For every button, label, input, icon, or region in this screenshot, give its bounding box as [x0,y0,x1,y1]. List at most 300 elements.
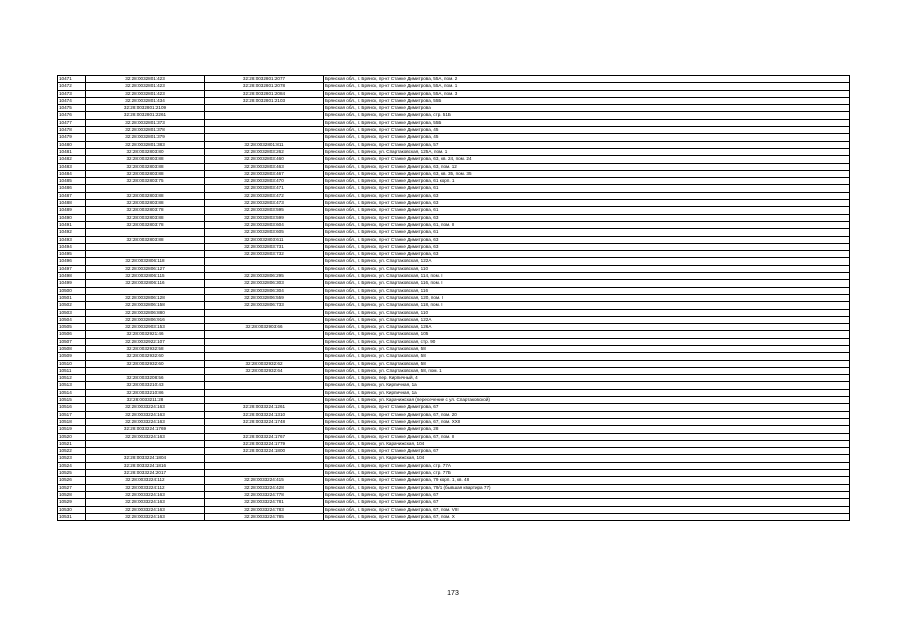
address-cell: Брянская обл., г. Брянск, пр-кт Станке Димитрова, 61 [324,185,850,192]
row-number-cell: 10506 [58,331,86,338]
registry-table-body [58,76,850,521]
table-row [58,294,850,301]
land-cadastral-number-cell: 32:28:0032932:58 [86,345,205,352]
object-cadastral-number-cell [205,462,324,469]
table-row [58,163,850,170]
object-cadastral-number-cell: 32:28:0032801:2078 [205,83,324,90]
table-row [58,148,850,155]
table-row [58,90,850,97]
address-cell: Брянская обл., г. Брянск, пер. Кирпичный, 4 [324,375,850,382]
object-cadastral-number-cell [205,265,324,272]
table-row [58,83,850,90]
table-row [58,156,850,163]
row-number-cell: 10510 [58,360,86,367]
land-cadastral-number-cell: 32:28:0032806:118 [86,258,205,265]
table-row [58,353,850,360]
address-cell: Брянская обл., г. Брянск, пр-кт Станке Димитрова, 67, пом. 20 [324,411,850,418]
address-cell: Брянская обл., г. Брянск, пр-кт Станке Димитрова, 63 [324,243,850,250]
row-number-cell: 10489 [58,207,86,214]
land-cadastral-number-cell: 32:28:0032801:434 [86,97,205,104]
land-cadastral-number-cell: 32:28:0032801:2109 [86,105,205,112]
address-cell: Брянская обл., г. Брянск, пр-кт Станке Димитрова, 55Б [324,119,850,126]
address-cell: Брянская обл., г. Брянск, пр-кт Станке Димитрова, 61, пом. II [324,221,850,228]
land-cadastral-number-cell: 32:28:0032803:88 [86,163,205,170]
object-cadastral-number-cell: 32:28:0032803:262 [205,148,324,155]
row-number-cell: 10523 [58,455,86,462]
row-number-cell: 10527 [58,484,86,491]
land-cadastral-number-cell: 32:28:0032922:107 [86,338,205,345]
land-cadastral-number-cell: 32:28:0032803:78 [86,207,205,214]
row-number-cell: 10483 [58,163,86,170]
table-row [58,499,850,506]
row-number-cell: 10514 [58,389,86,396]
land-cadastral-number-cell: 32:28:0032801:2261 [86,112,205,119]
object-cadastral-number-cell: 32:28:0032803:472 [205,192,324,199]
row-number-cell: 10508 [58,345,86,352]
land-cadastral-number-cell: 32:28:0032803:88 [86,170,205,177]
address-cell: Брянская обл., г. Брянск, пр-кт Станке Димитрова, 67, пом. XXII [324,418,850,425]
address-cell: Брянская обл., г. Брянск, ул. Кирпичная, 1а [324,389,850,396]
object-cadastral-number-cell: 32:28:0032803:605 [205,229,324,236]
table-row [58,455,850,462]
object-cadastral-number-cell [205,134,324,141]
land-cadastral-number-cell [86,243,205,250]
object-cadastral-number-cell: 32:28:0032803:473 [205,200,324,207]
land-cadastral-number-cell: 32:28:0033224:163 [86,404,205,411]
table-row [58,229,850,236]
row-number-cell: 10497 [58,265,86,272]
land-cadastral-number-cell: 32:28:0033210:43 [86,382,205,389]
row-number-cell: 10525 [58,470,86,477]
table-row [58,506,850,513]
object-cadastral-number-cell [205,382,324,389]
table-row [58,345,850,352]
table-row [58,97,850,104]
object-cadastral-number-cell [205,375,324,382]
address-cell: Брянская обл., г. Брянск, ул. Кирпичная, 1а [324,382,850,389]
object-cadastral-number-cell: 32:28:0032806:303 [205,280,324,287]
row-number-cell: 10502 [58,302,86,309]
object-cadastral-number-cell [205,316,324,323]
row-number-cell: 10513 [58,382,86,389]
table-row [58,134,850,141]
row-number-cell: 10529 [58,499,86,506]
table-row [58,251,850,258]
row-number-cell: 10522 [58,448,86,455]
address-cell: Брянская обл., г. Брянск, пр-кт Станке Димитрова, 63 [324,251,850,258]
address-cell: Брянская обл., г. Брянск, пр-кт Станке Димитрова, 67, пом. II [324,433,850,440]
row-number-cell: 10498 [58,273,86,280]
land-cadastral-number-cell [86,287,205,294]
land-cadastral-number-cell: 32:28:0032803:80 [86,148,205,155]
row-number-cell: 10488 [58,200,86,207]
land-cadastral-number-cell: 32:28:0032806:128 [86,294,205,301]
address-cell: Брянская обл., г. Брянск, пр-кт Станке Димитрова, 57 [324,141,850,148]
table-row [58,491,850,498]
address-cell: Брянская обл., г. Брянск, ул. Спартаковская, 58, пом. 1 [324,367,850,374]
address-cell: Брянская обл., г. Брянск, ул. Спартаковская, 126А [324,324,850,331]
table-row [58,389,850,396]
table-row [58,470,850,477]
object-cadastral-number-cell: 32:28:0032903:66 [205,324,324,331]
object-cadastral-number-cell: 32:28:0032806:304 [205,287,324,294]
address-cell: Брянская обл., г. Брянск, пр-кт Станке Димитрова, 67 [324,404,850,411]
table-row [58,448,850,455]
land-cadastral-number-cell: 32:28:0033224:163 [86,499,205,506]
land-cadastral-number-cell: 32:28:0032801:423 [86,90,205,97]
address-cell: Брянская обл., г. Брянск, ул. Карачижская, 104 [324,455,850,462]
address-cell: Брянская обл., г. Брянск, пр-кт Станке Димитрова, 63 [324,214,850,221]
table-row [58,324,850,331]
land-cadastral-number-cell: 32:28:0032932:60 [86,360,205,367]
land-cadastral-number-cell: 32:28:0033210:86 [86,389,205,396]
row-number-cell: 10520 [58,433,86,440]
table-row [58,105,850,112]
object-cadastral-number-cell: 32:28:0032803:470 [205,178,324,185]
address-cell: Брянская обл., г. Брянск, пр-кт Станке Димитрова, 61 корп. 1 [324,178,850,185]
address-cell: Брянская обл., г. Брянск, ул. Спартаковская, 114, пом. I [324,273,850,280]
row-number-cell: 10484 [58,170,86,177]
row-number-cell: 10480 [58,141,86,148]
address-cell: Брянская обл., г. Брянск, пр-кт Станке Димитрова, 63, кв. 35, пом. 35 [324,170,850,177]
address-cell: Брянская обл., г. Брянск, пр-кт Станке Димитрова, 67 [324,448,850,455]
land-cadastral-number-cell: 32:28:0032801:423 [86,83,205,90]
land-cadastral-number-cell [86,185,205,192]
table-row [58,287,850,294]
table-row [58,207,850,214]
object-cadastral-number-cell: 32:28:0032803:731 [205,243,324,250]
object-cadastral-number-cell: 32:28:0032932:64 [205,367,324,374]
address-cell: Брянская обл., г. Брянск, пр-кт Станке Димитрова, стр. 77Б [324,470,850,477]
row-number-cell: 10482 [58,156,86,163]
table-row [58,170,850,177]
row-number-cell: 10515 [58,397,86,404]
row-number-cell: 10519 [58,426,86,433]
land-cadastral-number-cell: 32:28:0033224:163 [86,513,205,520]
table-row [58,338,850,345]
registry-table [57,75,850,521]
table-row [58,119,850,126]
row-number-cell: 10478 [58,127,86,134]
land-cadastral-number-cell: 32:28:0033224:2017 [86,470,205,477]
row-number-cell: 10528 [58,491,86,498]
address-cell: Брянская обл., г. Брянск, ул. Спартаковская, 105 [324,331,850,338]
table-row [58,404,850,411]
table-row [58,192,850,199]
address-cell: Брянская обл., г. Брянск, ул. Карачижская (пересечение с ул. Спартаковской) [324,397,850,404]
object-cadastral-number-cell [205,309,324,316]
address-cell: Брянская обл., г. Брянск, пр-кт Станке Димитрова, 63 [324,200,850,207]
row-number-cell: 10505 [58,324,86,331]
address-cell: Брянская обл., г. Брянск, пр-кт Станке Димитрова, 61 [324,207,850,214]
table-row [58,185,850,192]
object-cadastral-number-cell: 32:28:0032803:595 [205,207,324,214]
table-row [58,440,850,447]
object-cadastral-number-cell: 32:28:0033224:1261 [205,404,324,411]
table-row [58,127,850,134]
address-cell: Брянская обл., г. Брянск, пр-кт Станке Димитрова, 63 [324,192,850,199]
row-number-cell: 10481 [58,148,86,155]
land-cadastral-number-cell: 32:28:0032806:158 [86,302,205,309]
row-number-cell: 10496 [58,258,86,265]
address-cell: Брянская обл., г. Брянск, пр-кт Станке Димитрова, 61 [324,229,850,236]
object-cadastral-number-cell [205,470,324,477]
land-cadastral-number-cell [86,448,205,455]
object-cadastral-number-cell [205,338,324,345]
object-cadastral-number-cell: 32:28:0032803:732 [205,251,324,258]
object-cadastral-number-cell [205,397,324,404]
row-number-cell: 10473 [58,90,86,97]
table-row [58,462,850,469]
land-cadastral-number-cell: 32:28:0032803:88 [86,214,205,221]
row-number-cell: 10495 [58,251,86,258]
land-cadastral-number-cell: 32:28:0032806:880 [86,309,205,316]
table-row [58,382,850,389]
object-cadastral-number-cell: 32:28:0033224:1779 [205,440,324,447]
address-cell: Брянская обл., г. Брянск, ул. Спартаковская, 120, пом. I [324,294,850,301]
row-number-cell: 10479 [58,134,86,141]
row-number-cell: 10521 [58,440,86,447]
address-cell: Брянская обл., г. Брянск, пр-кт Станке Димитрова, 55А, пом. 3 [324,90,850,97]
land-cadastral-number-cell: 32:28:0032806:916 [86,316,205,323]
table-row [58,418,850,425]
table-row [58,112,850,119]
land-cadastral-number-cell: 32:28:0033224:163 [86,433,205,440]
address-cell: Брянская обл., г. Брянск, пр-кт Станке Димитрова, 67 [324,491,850,498]
object-cadastral-number-cell: 32:28:0033224:785 [205,513,324,520]
object-cadastral-number-cell: 32:28:0032803:611 [205,236,324,243]
object-cadastral-number-cell [205,119,324,126]
row-number-cell: 10492 [58,229,86,236]
land-cadastral-number-cell: 32:28:0032803:88 [86,192,205,199]
object-cadastral-number-cell: 32:28:0032803:599 [205,214,324,221]
land-cadastral-number-cell: 32:28:0033211:28 [86,397,205,404]
table-row [58,426,850,433]
land-cadastral-number-cell: 32:28:0033224:1804 [86,455,205,462]
land-cadastral-number-cell: 32:28:0032803:78 [86,221,205,228]
land-cadastral-number-cell: 32:28:0032803:88 [86,200,205,207]
object-cadastral-number-cell [205,105,324,112]
row-number-cell: 10472 [58,83,86,90]
object-cadastral-number-cell: 32:28:0032803:460 [205,156,324,163]
object-cadastral-number-cell: 32:28:0032801:811 [205,141,324,148]
table-row [58,411,850,418]
table-row [58,200,850,207]
object-cadastral-number-cell [205,389,324,396]
object-cadastral-number-cell: 32:28:0033224:1748 [205,418,324,425]
address-cell: Брянская обл., г. Брянск, пр-кт Станке Димитрова, 79 корп. 1, кв. 48 [324,477,850,484]
land-cadastral-number-cell: 32:28:0033224:163 [86,418,205,425]
land-cadastral-number-cell: 32:28:0033224:1816 [86,462,205,469]
land-cadastral-number-cell [86,229,205,236]
object-cadastral-number-cell: 32:28:0033224:1310 [205,411,324,418]
row-number-cell: 10485 [58,178,86,185]
object-cadastral-number-cell: 32:28:0033224:428 [205,484,324,491]
row-number-cell: 10486 [58,185,86,192]
address-cell: Брянская обл., г. Брянск, пр-кт Станке Димитрова, 45 [324,134,850,141]
land-cadastral-number-cell: 32:28:0032803:75 [86,178,205,185]
table-row [58,214,850,221]
object-cadastral-number-cell: 32:28:0032801:2077 [205,76,324,83]
address-cell: Брянская обл., г. Брянск, пр-кт Станке Димитрова, стр. 51Б [324,112,850,119]
table-row [58,273,850,280]
object-cadastral-number-cell: 32:28:0032803:463 [205,163,324,170]
row-number-cell: 10493 [58,236,86,243]
row-number-cell: 10531 [58,513,86,520]
address-cell: Брянская обл., г. Брянск, пр-кт Станке Димитрова, 79/1 (бывшая квартира 77) [324,484,850,491]
address-cell: Брянская обл., г. Брянск, ул. Спартаковская, 118, пом. I [324,302,850,309]
table-row [58,280,850,287]
row-number-cell: 10477 [58,119,86,126]
address-cell: Брянская обл., г. Брянск, ул. Спартаковская, 110 [324,265,850,272]
address-cell: Брянская обл., г. Брянск, пр-кт Станке Димитрова, 63, пом. 12 [324,163,850,170]
land-cadastral-number-cell: 32:28:0032801:378 [86,127,205,134]
row-number-cell: 10503 [58,309,86,316]
table-row [58,221,850,228]
row-number-cell: 10509 [58,353,86,360]
object-cadastral-number-cell [205,331,324,338]
land-cadastral-number-cell [86,367,205,374]
row-number-cell: 10530 [58,506,86,513]
address-cell: Брянская обл., г. Брянск, ул. Спартаковская, 110 [324,309,850,316]
row-number-cell: 10491 [58,221,86,228]
table-row [58,477,850,484]
page-number: 173 [447,590,459,597]
address-cell: Брянская обл., г. Брянск, пр-кт Станке Димитрова, 67 [324,499,850,506]
land-cadastral-number-cell: 32:28:0033224:112 [86,477,205,484]
row-number-cell: 10474 [58,97,86,104]
table-row [58,433,850,440]
object-cadastral-number-cell: 32:28:0032806:559 [205,294,324,301]
land-cadastral-number-cell: 32:28:0033224:163 [86,411,205,418]
row-number-cell: 10518 [58,418,86,425]
table-row [58,316,850,323]
table-row [58,397,850,404]
row-number-cell: 10504 [58,316,86,323]
row-number-cell: 10476 [58,112,86,119]
table-row [58,76,850,83]
object-cadastral-number-cell: 32:28:0033224:415 [205,477,324,484]
land-cadastral-number-cell: 32:28:0032806:115 [86,273,205,280]
address-cell: Брянская обл., г. Брянск, ул. Спартаковская, стр. 90 [324,338,850,345]
land-cadastral-number-cell: 32:28:0032806:116 [86,280,205,287]
row-number-cell: 10475 [58,105,86,112]
object-cadastral-number-cell: 32:28:0033224:1767 [205,433,324,440]
object-cadastral-number-cell: 32:28:0033224:783 [205,506,324,513]
land-cadastral-number-cell: 32:28:0032801:383 [86,141,205,148]
object-cadastral-number-cell: 32:28:0032803:471 [205,185,324,192]
table-row [58,513,850,520]
address-cell: Брянская обл., г. Брянск, ул. Спартаковская, 58 [324,353,850,360]
address-cell: Брянская обл., г. Брянск, пр-кт Станке Димитрова, 55А, пом. 2 [324,76,850,83]
land-cadastral-number-cell [86,251,205,258]
address-cell: Брянская обл., г. Брянск, пр-кт Станке Димитрова, 45 [324,127,850,134]
land-cadastral-number-cell: 32:28:0033224:163 [86,506,205,513]
object-cadastral-number-cell: 32:28:0033224:1800 [205,448,324,455]
land-cadastral-number-cell: 32:28:0032921:46 [86,331,205,338]
table-row [58,331,850,338]
object-cadastral-number-cell: 32:28:0032803:604 [205,221,324,228]
table-row [58,360,850,367]
row-number-cell: 10501 [58,294,86,301]
row-number-cell: 10526 [58,477,86,484]
address-cell: Брянская обл., г. Брянск, ул. Спартаковская, 122А [324,258,850,265]
row-number-cell: 10490 [58,214,86,221]
row-number-cell: 10507 [58,338,86,345]
address-cell: Брянская обл., г. Брянск, ул. Карачижская, 104 [324,440,850,447]
object-cadastral-number-cell [205,112,324,119]
land-cadastral-number-cell: 32:28:0032803:88 [86,156,205,163]
land-cadastral-number-cell: 32:28:0033224:1769 [86,426,205,433]
land-cadastral-number-cell: 32:28:0032801:373 [86,119,205,126]
table-row [58,309,850,316]
address-cell: Брянская обл., г. Брянск, ул. Спартаковская, 125А, пом. 1 [324,148,850,155]
address-cell: Брянская обл., г. Брянск, ул. Спартаковская, 116, пом. I [324,280,850,287]
table-row [58,141,850,148]
table-row [58,258,850,265]
object-cadastral-number-cell: 32:28:0032806:295 [205,273,324,280]
table-row [58,302,850,309]
row-number-cell: 10500 [58,287,86,294]
object-cadastral-number-cell: 32:28:0032932:62 [205,360,324,367]
table-row [58,236,850,243]
object-cadastral-number-cell: 32:28:0032806:733 [205,302,324,309]
row-number-cell: 10499 [58,280,86,287]
address-cell: Брянская обл., г. Брянск, пр-кт Станке Димитрова, 55А, пом. 1 [324,83,850,90]
row-number-cell: 10511 [58,367,86,374]
table-row [58,178,850,185]
address-cell: Брянская обл., г. Брянск, ул. Спартаковская, 58 [324,345,850,352]
row-number-cell: 10487 [58,192,86,199]
land-cadastral-number-cell: 32:28:0033224:112 [86,484,205,491]
table-row [58,243,850,250]
row-number-cell: 10516 [58,404,86,411]
object-cadastral-number-cell: 32:28:0033224:781 [205,499,324,506]
object-cadastral-number-cell: 32:28:0032801:2103 [205,97,324,104]
address-cell: Брянская обл., г. Брянск, пр-кт Станке Димитрова, 63 [324,236,850,243]
land-cadastral-number-cell: 32:28:0032932:60 [86,353,205,360]
row-number-cell: 10524 [58,462,86,469]
address-cell: Брянская обл., г. Брянск, пр-кт Станке Димитрова, 67, пом. VIII [324,506,850,513]
object-cadastral-number-cell: 32:28:0033224:778 [205,491,324,498]
object-cadastral-number-cell: 32:28:0032803:467 [205,170,324,177]
object-cadastral-number-cell [205,455,324,462]
address-cell: Брянская обл., г. Брянск, пр-кт Станке Димитрова, стр. 77А [324,462,850,469]
table-row [58,367,850,374]
address-cell: Брянская обл., г. Брянск, пр-кт Станке Димитрова, 67, пом. X [324,513,850,520]
land-cadastral-number-cell: 32:28:0033224:163 [86,491,205,498]
object-cadastral-number-cell: 32:28:0032801:2084 [205,90,324,97]
address-cell: Брянская обл., г. Брянск, пр-кт Станке Димитрова, 55Б [324,97,850,104]
address-cell: Брянская обл., г. Брянск, ул. Спартаковская, 122А [324,316,850,323]
address-cell: Брянская обл., г. Брянск, пр-кт Станке Димитрова, 28 [324,426,850,433]
table-row [58,484,850,491]
address-cell: Брянская обл., г. Брянск, ул. Спартаковская, 116 [324,287,850,294]
land-cadastral-number-cell: 32:28:0033208:56 [86,375,205,382]
address-cell: Брянская обл., г. Брянск, ул. Спартаковская, 58 [324,360,850,367]
row-number-cell: 10471 [58,76,86,83]
land-cadastral-number-cell: 32:28:0032806:127 [86,265,205,272]
land-cadastral-number-cell: 32:28:0032801:423 [86,76,205,83]
table-row [58,265,850,272]
land-cadastral-number-cell: 32:28:0032803:88 [86,236,205,243]
object-cadastral-number-cell [205,258,324,265]
land-cadastral-number-cell: 32:28:0032801:379 [86,134,205,141]
land-cadastral-number-cell [86,440,205,447]
row-number-cell: 10494 [58,243,86,250]
table-row [58,375,850,382]
address-cell: Брянская обл., г. Брянск, пр-кт Станке Димитрова [324,105,850,112]
